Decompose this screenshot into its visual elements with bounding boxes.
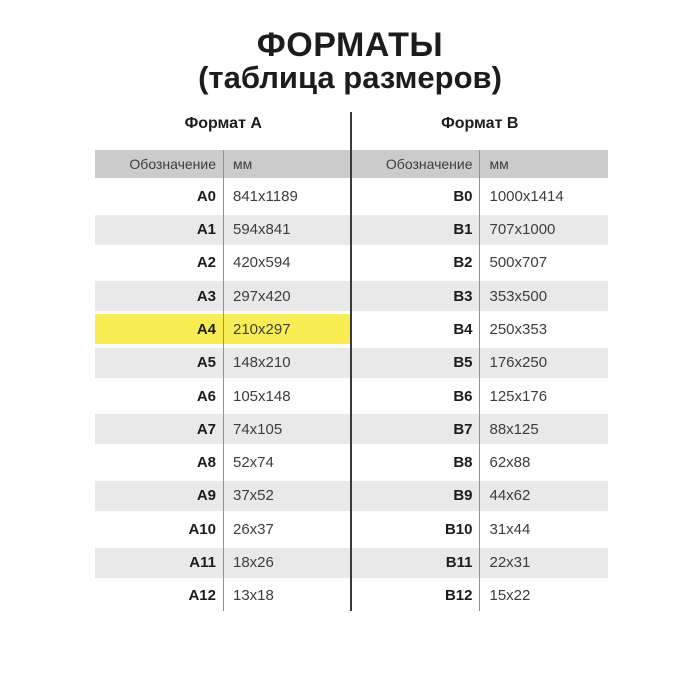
format-designation: A11 xyxy=(189,554,216,572)
format-designation: A6 xyxy=(196,387,216,405)
format-designation: B3 xyxy=(453,287,473,305)
format-a-title: Формат А xyxy=(184,115,262,132)
format-designation: B11 xyxy=(445,554,473,572)
size-table xyxy=(95,150,608,614)
format-size-mm: 250x353 xyxy=(489,320,548,338)
format-designation: A2 xyxy=(196,254,216,272)
format-size-mm: 31x44 xyxy=(489,520,531,538)
format-designation: A8 xyxy=(196,454,216,472)
column-header-mm-b: мм xyxy=(489,156,509,172)
format-size-mm: 88x125 xyxy=(489,420,539,438)
format-designation: A0 xyxy=(196,187,216,205)
format-designation: A5 xyxy=(196,354,216,372)
format-designation: B6 xyxy=(453,387,473,405)
format-size-mm: 37x52 xyxy=(233,487,274,505)
format-size-mm: 176x250 xyxy=(489,354,548,372)
format-size-mm: 125x176 xyxy=(489,387,548,405)
format-size-mm: 353x500 xyxy=(489,287,548,305)
format-size-mm: 15x22 xyxy=(489,587,531,605)
format-size-mm: 210x297 xyxy=(233,320,291,338)
format-designation: A1 xyxy=(196,221,216,239)
format-designation: B0 xyxy=(453,187,473,205)
column-header-designation-b: Обозначение xyxy=(385,156,473,172)
format-size-mm: 26x37 xyxy=(233,520,274,538)
format-designation: A7 xyxy=(196,420,216,438)
format-b-title: Формат В xyxy=(441,115,519,132)
format-designation: B1 xyxy=(453,221,473,239)
format-size-mm: 74x105 xyxy=(233,420,283,438)
format-size-mm: 13x18 xyxy=(233,587,274,605)
format-designation: B8 xyxy=(453,454,473,472)
format-designation: B4 xyxy=(453,320,473,338)
column-divider-a xyxy=(223,150,224,611)
format-size-mm: 500x707 xyxy=(489,254,548,272)
format-size-mm: 707x1000 xyxy=(489,221,556,239)
format-size-mm: 1000x1414 xyxy=(489,187,564,205)
format-size-mm: 420x594 xyxy=(233,254,291,272)
format-designation: B7 xyxy=(453,420,473,438)
format-designation: B2 xyxy=(453,254,473,272)
format-designation: A12 xyxy=(188,587,216,605)
format-size-mm: 297x420 xyxy=(233,287,291,305)
format-size-mm: 44x62 xyxy=(489,487,531,505)
format-size-mm: 22x31 xyxy=(489,554,531,572)
format-designation: B12 xyxy=(444,587,473,605)
format-size-mm: 148x210 xyxy=(233,354,291,372)
format-size-mm: 841x1189 xyxy=(233,187,298,205)
format-designation: A10 xyxy=(188,520,216,538)
format-size-mm: 594x841 xyxy=(233,221,291,239)
format-designation: B9 xyxy=(453,487,473,505)
center-divider xyxy=(350,112,352,611)
format-designation: B10 xyxy=(444,520,473,538)
format-size-mm: 105x148 xyxy=(233,387,291,405)
column-header-designation-a: Обозначение xyxy=(129,156,216,172)
format-size-mm: 52x74 xyxy=(233,454,274,472)
format-designation: A9 xyxy=(196,487,216,505)
format-designation: B5 xyxy=(453,354,473,372)
column-divider-b xyxy=(479,150,480,611)
page-subtitle: (таблица размеров) xyxy=(198,60,502,95)
page-title: ФОРМАТЫ xyxy=(256,26,444,64)
column-header-mm-a: мм xyxy=(233,156,253,172)
format-designation: A3 xyxy=(196,287,216,305)
format-size-mm: 18x26 xyxy=(233,554,274,572)
format-size-mm: 62x88 xyxy=(489,454,531,472)
format-designation: A4 xyxy=(196,320,216,338)
